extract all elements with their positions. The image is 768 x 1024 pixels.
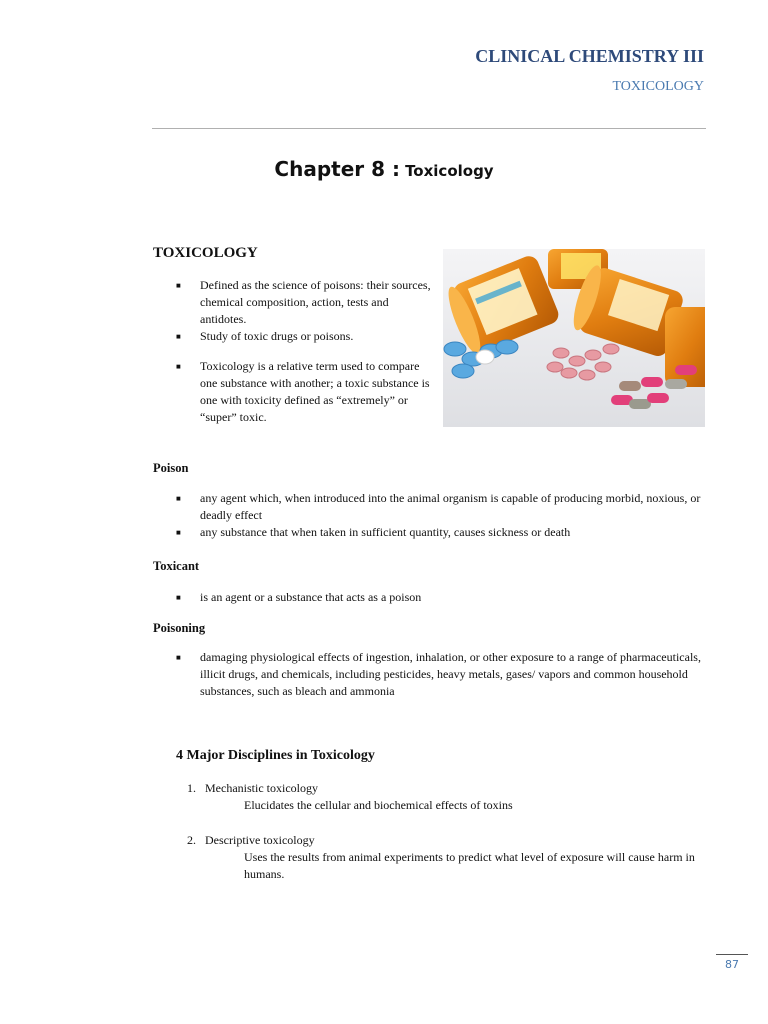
header-subtitle: TOXICOLOGY (612, 79, 704, 94)
disciplines-heading: 4 Major Disciplines in Toxicology (176, 748, 375, 763)
chapter-prefix: Chapter 8 : (274, 157, 400, 181)
list-item: ■ Defined as the science of poisons: their sources, chemical composition, action, tests and antidotes. (176, 277, 434, 328)
list-item: ■ any substance that when taken in sufficient quantity, causes sickness or death (176, 524, 706, 541)
discipline-description-1: Elucidates the cellular and biochemical effects of toxins (244, 798, 513, 812)
discipline-title: Mechanistic toxicology (205, 781, 318, 795)
header-title: CLINICAL CHEMISTRY III (475, 46, 704, 66)
discipline-description-2: Uses the results from animal experiments to predict what level of exposure will cause harm in humans. (244, 850, 695, 881)
chapter-title (0, 157, 768, 181)
poison-bullet-list (176, 490, 706, 541)
list-item: ■ damaging physiological effects of ingestion, inhalation, or other exposure to a range of pharmaceuticals, illicit drugs, and chemicals, including pesticides, heavy metals, gases/ vapors and common household substances, such as bleach and ammonia (176, 649, 706, 700)
discipline-number: 2. (187, 833, 196, 847)
pill-bottles-illustration (443, 249, 705, 427)
page-number-rule (716, 954, 748, 955)
toxicant-bullet-list (176, 589, 706, 606)
discipline-item-1 (187, 780, 318, 797)
term-label-toxicant: Toxicant (153, 559, 200, 573)
intro-bullet-list (176, 277, 434, 426)
page-number: 87 (725, 958, 739, 971)
header-divider (152, 128, 706, 129)
discipline-title: Descriptive toxicology (205, 833, 315, 847)
term-label-poisoning: Poisoning (153, 621, 206, 635)
list-item: ■ Toxicology is a relative term used to compare one substance with another; a toxic substance is one with toxicity defined as “extremely” or “super” toxic. (176, 358, 434, 426)
poisoning-bullet-list (176, 649, 706, 700)
discipline-number: 1. (187, 781, 196, 795)
section-heading-toxicology: TOXICOLOGY (153, 245, 258, 261)
pill-bottles-photo (443, 249, 705, 427)
list-item: ■ is an agent or a substance that acts as a poison (176, 589, 706, 606)
list-item: ■ Study of toxic drugs or poisons. (176, 328, 434, 345)
list-item: ■ any agent which, when introduced into the animal organism is capable of producing morbid, noxious, or deadly effect (176, 490, 706, 524)
term-label-poison: Poison (153, 461, 189, 475)
chapter-name: Toxicology (405, 162, 494, 180)
discipline-item-2 (187, 832, 315, 849)
